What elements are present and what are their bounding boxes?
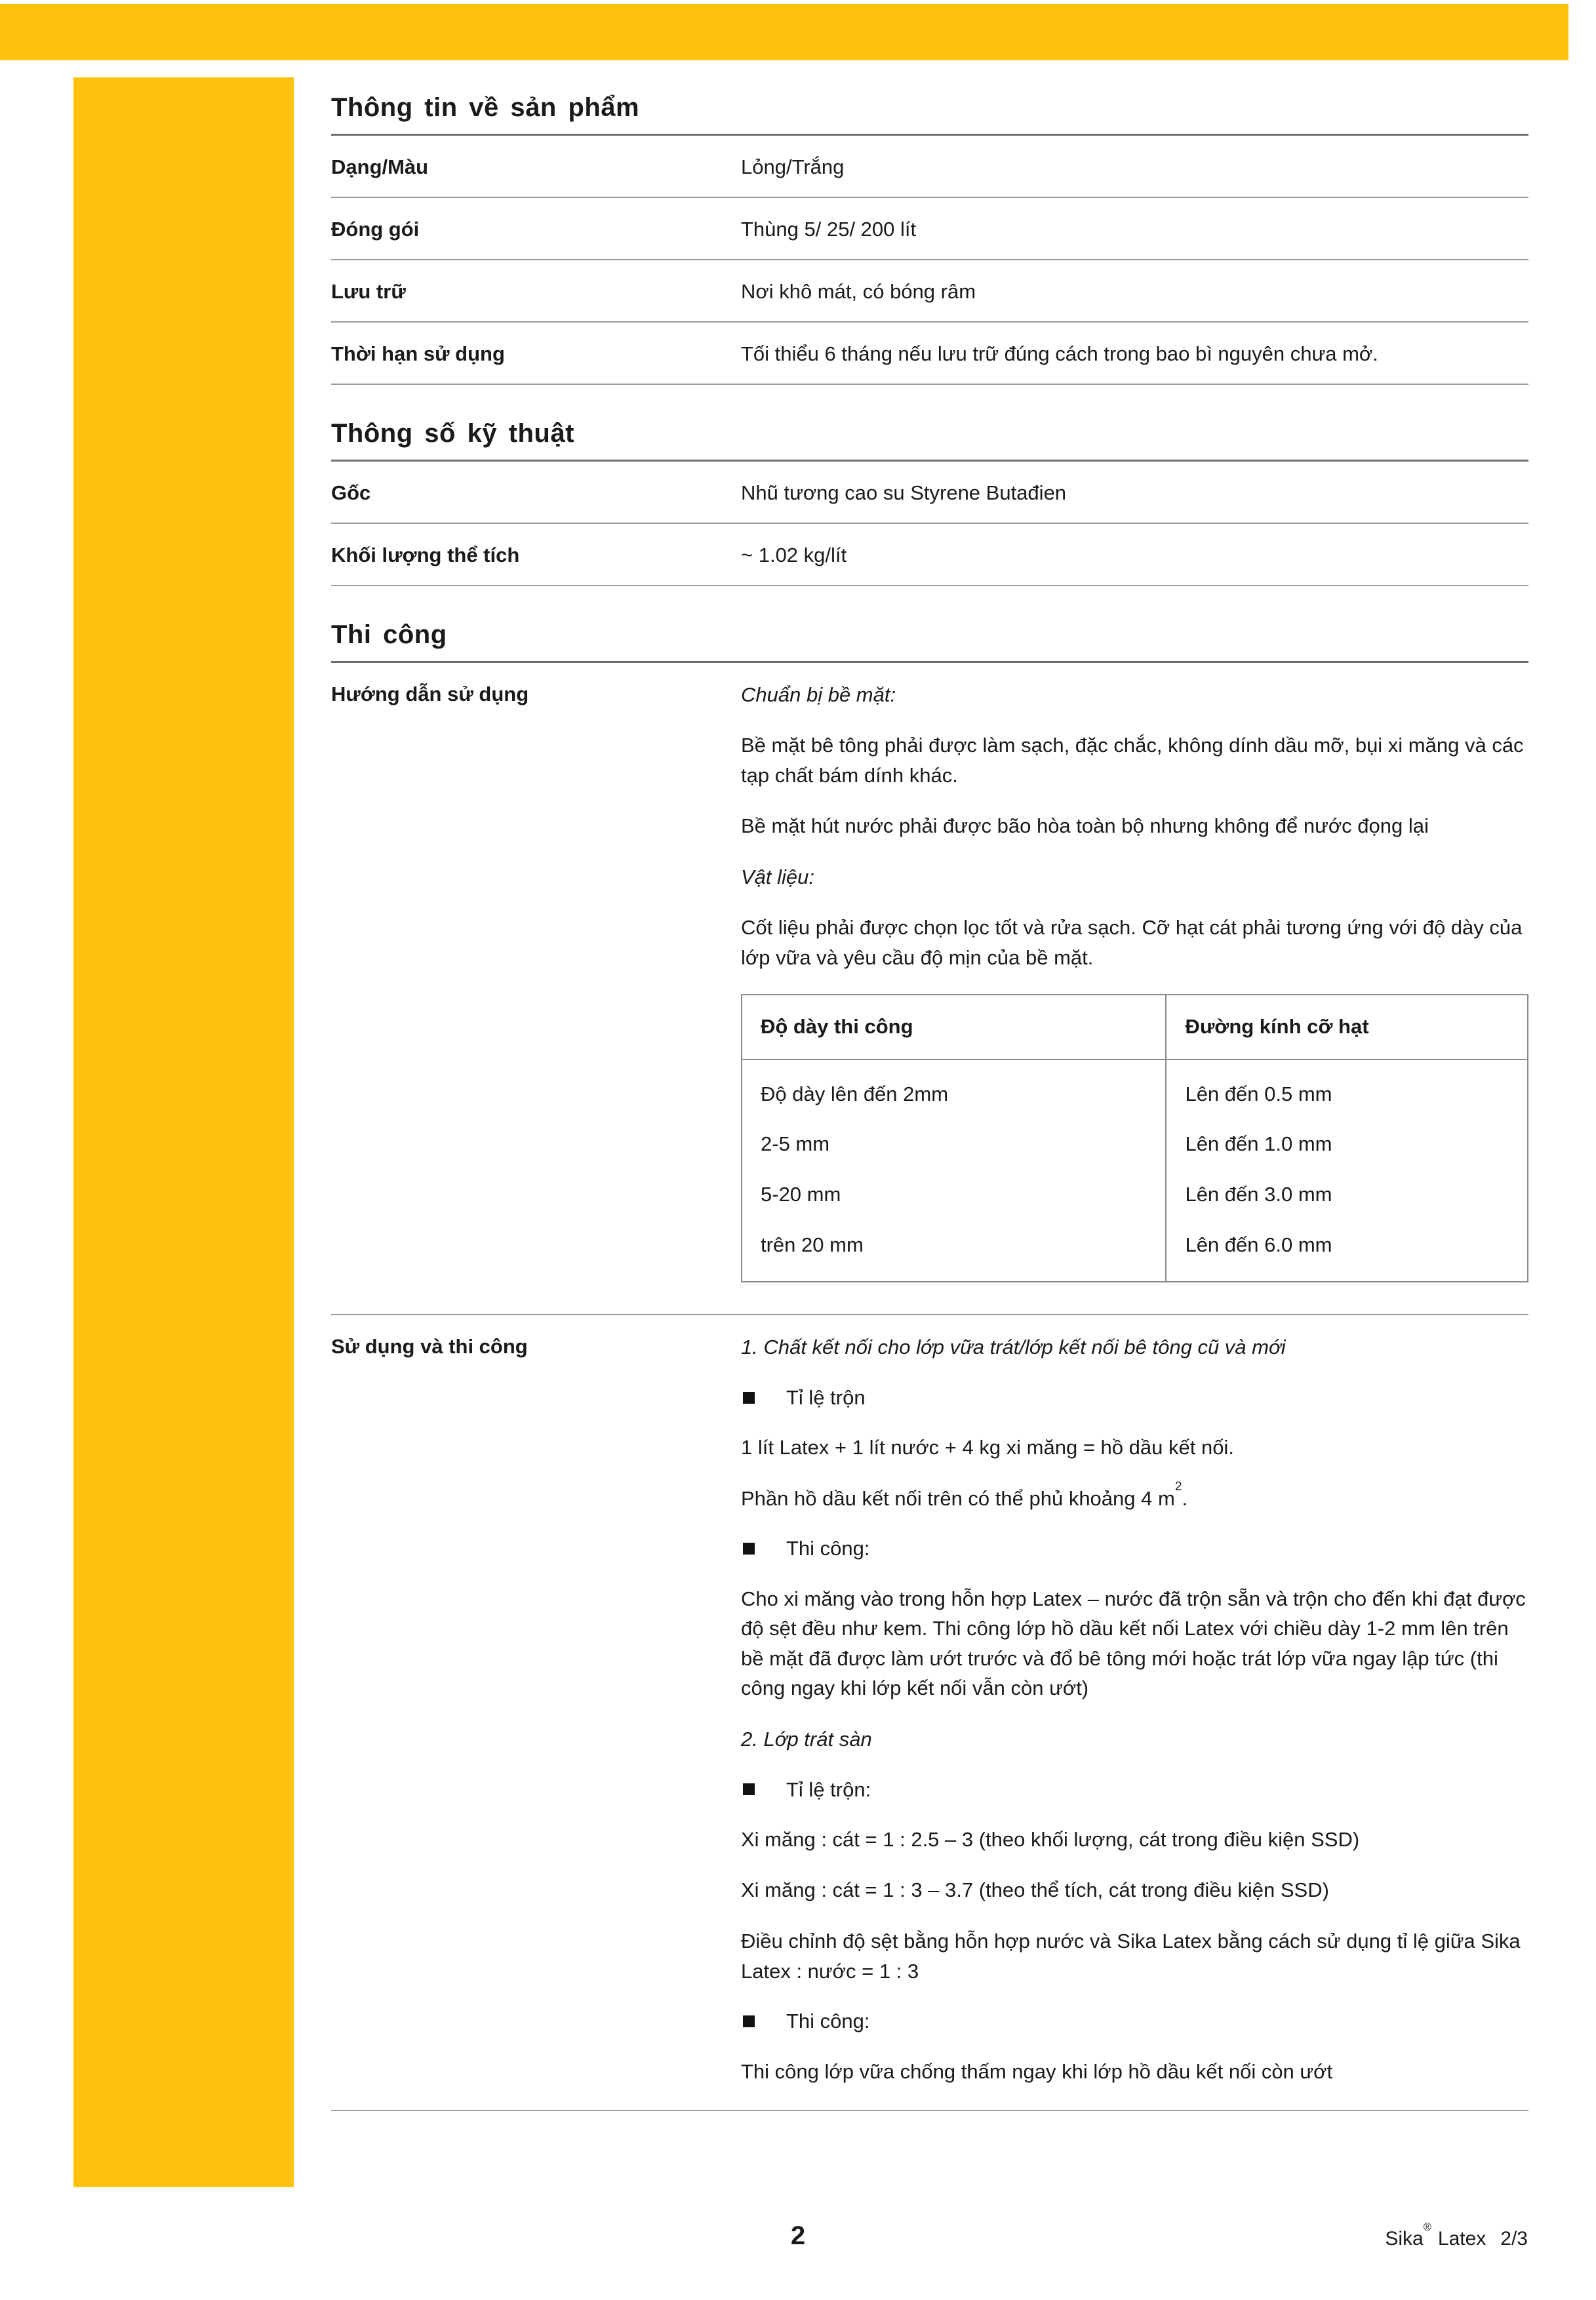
bullet-label: Tỉ lệ trộn: [786, 1777, 871, 1801]
grain-size-table [741, 994, 1528, 1283]
table-header-row [742, 995, 1528, 1060]
footer-page-info: 2/3 [1500, 2228, 1528, 2250]
table-header-thickness: Độ dày thi công [742, 995, 1166, 1060]
row-value: Lỏng/Trắng [741, 155, 845, 178]
row-label: Thời hạn sử dụng [331, 342, 505, 365]
row-value: Nơi khô mát, có bóng râm [741, 279, 976, 303]
square-bullet-icon [743, 1783, 755, 1795]
table-row [331, 136, 1528, 198]
cell-grain-size: Lên đến 6.0 mm [1185, 1233, 1332, 1257]
row-value: Thùng 5/ 25/ 200 lít [741, 217, 917, 241]
table-row [742, 1220, 1528, 1282]
instructions-content [741, 680, 1528, 1300]
table-row [331, 524, 1528, 586]
cell-grain-size: Lên đến 1.0 mm [1185, 1132, 1332, 1156]
cell-grain-size: Lên đến 0.5 mm [1185, 1082, 1332, 1105]
square-bullet-icon [743, 2015, 755, 2027]
row-label: Đóng gói [331, 217, 420, 241]
usage-heading-2: 2. Lớp trát sàn [741, 1727, 872, 1751]
footer-product-name: Latex [1437, 2228, 1486, 2250]
bullet-item [741, 1383, 1528, 1412]
brand-side-bar [73, 77, 294, 2187]
paragraph: Cốt liệu phải được chọn lọc tốt và rửa sạch. Cỡ hạt cát phải tương ứng với độ dày của lớp vữa và yêu cầu độ mịn của bề mặt. [741, 916, 1523, 969]
paragraph: Điều chỉnh độ sệt bằng hỗn hợp nước và Sika Latex bằng cách sử dụng tỉ lệ giữa Sika Latex : nước = 1 : 3 [741, 1930, 1521, 1983]
section-application [331, 619, 1528, 2112]
row-label: Lưu trữ [331, 279, 406, 303]
content-area [331, 92, 1528, 2111]
usage-heading-1: 1. Chất kết nối cho lớp vữa trát/lớp kết nối bê tông cũ và mới [741, 1336, 1286, 1359]
paragraph: Bề mặt bê tông phải được làm sạch, đặc chắc, không dính dầu mỡ, bụi xi măng và các tạp chất bám dính khác. [741, 734, 1524, 787]
bullet-item [741, 1775, 1528, 1804]
bullet-item [741, 1534, 1528, 1562]
material-heading: Vật liệu: [741, 865, 815, 888]
section-title-application: Thi công [331, 619, 1528, 663]
row-value: Nhũ tương cao su Styrene Butađien [741, 481, 1067, 504]
table-row [331, 260, 1528, 323]
superscript-2: 2 [1174, 1479, 1182, 1494]
cell-grain-size: Lên đến 3.0 mm [1185, 1183, 1332, 1206]
square-bullet-icon [743, 1392, 755, 1404]
row-label: Khối lượng thể tích [331, 543, 520, 566]
table-row [742, 1060, 1528, 1120]
section-product-info [331, 92, 1528, 385]
row-value: ~ 1.02 kg/lít [741, 543, 847, 566]
footer-brand: Sika [1385, 2228, 1424, 2250]
table-row [331, 198, 1528, 260]
footer-product-ref [1385, 2221, 1528, 2250]
row-label: Sử dụng và thi công [331, 1335, 528, 1358]
row-label: Gốc [331, 481, 371, 504]
page-number: 2 [790, 2221, 806, 2250]
coverage-period: . [1182, 1486, 1188, 1510]
registered-trademark-icon: ® [1423, 2221, 1431, 2234]
table-header-grain-size: Đường kính cỡ hạt [1166, 995, 1528, 1060]
row-label: Hướng dẫn sử dụng [331, 682, 529, 705]
usage-content [741, 1332, 1528, 2095]
surface-prep-heading: Chuẩn bị bề mặt: [741, 683, 896, 706]
paragraph: Bề mặt hút nước phải được bão hòa toàn bộ nhưng không để nước đọng lại [741, 814, 1429, 838]
paragraph: Xi măng : cát = 1 : 3 – 3.7 (theo thể tích, cát trong điều kiện SSD) [741, 1878, 1329, 1902]
square-bullet-icon [743, 1543, 755, 1555]
table-row [742, 1119, 1528, 1170]
section-title-technical-data: Thông số kỹ thuật [331, 418, 1528, 462]
table-row [331, 323, 1528, 385]
row-value: Tối thiểu 6 tháng nếu lưu trữ đúng cách trong bao bì nguyên chưa mở. [741, 342, 1378, 365]
bullet-label: Tỉ lệ trộn [786, 1385, 866, 1409]
paragraph: 1 lít Latex + 1 lít nước + 4 kg xi măng = hồ dầu kết nối. [741, 1436, 1234, 1459]
cell-thickness: 2-5 mm [742, 1119, 1166, 1170]
cell-thickness: Độ dày lên đến 2mm [742, 1060, 1166, 1120]
paragraph: Thi công lớp vữa chống thấm ngay khi lớp hồ dầu kết nối còn ướt [741, 2059, 1333, 2083]
bullet-item [741, 2007, 1528, 2035]
section-technical-data [331, 418, 1528, 586]
table-row [742, 1170, 1528, 1220]
table-row [331, 663, 1528, 1316]
table-row [331, 462, 1528, 524]
section-title-product-info: Thông tin về sản phẩm [331, 92, 1528, 136]
cell-thickness: 5-20 mm [742, 1170, 1166, 1220]
row-label: Dạng/Màu [331, 155, 429, 178]
bullet-label: Thi công: [786, 2010, 870, 2033]
cell-thickness: trên 20 mm [742, 1220, 1166, 1282]
paragraph: Xi măng : cát = 1 : 2.5 – 3 (theo khối lượng, cát trong điều kiện SSD) [741, 1827, 1360, 1851]
paragraph: Cho xi măng vào trong hỗn hợp Latex – nước đã trộn sẵn và trộn cho đến khi đạt được độ sệt đều như kem. Thi công lớp hồ dầu kết nối Latex với chiều dày 1-2 mm lên trên bề mặt đã được làm ướt trước và đổ bê tông mới hoặc trát lớp vữa ngay lập tức (thi công ngay khi lớp kết nối vẫn còn ướt) [741, 1587, 1526, 1700]
table-row [331, 1315, 1528, 2111]
coverage-text: Phần hồ dầu kết nối trên có thể phủ khoảng 4 m [741, 1486, 1175, 1510]
brand-top-bar [0, 4, 1568, 60]
paragraph-coverage [741, 1479, 1528, 1514]
bullet-label: Thi công: [786, 1537, 870, 1560]
